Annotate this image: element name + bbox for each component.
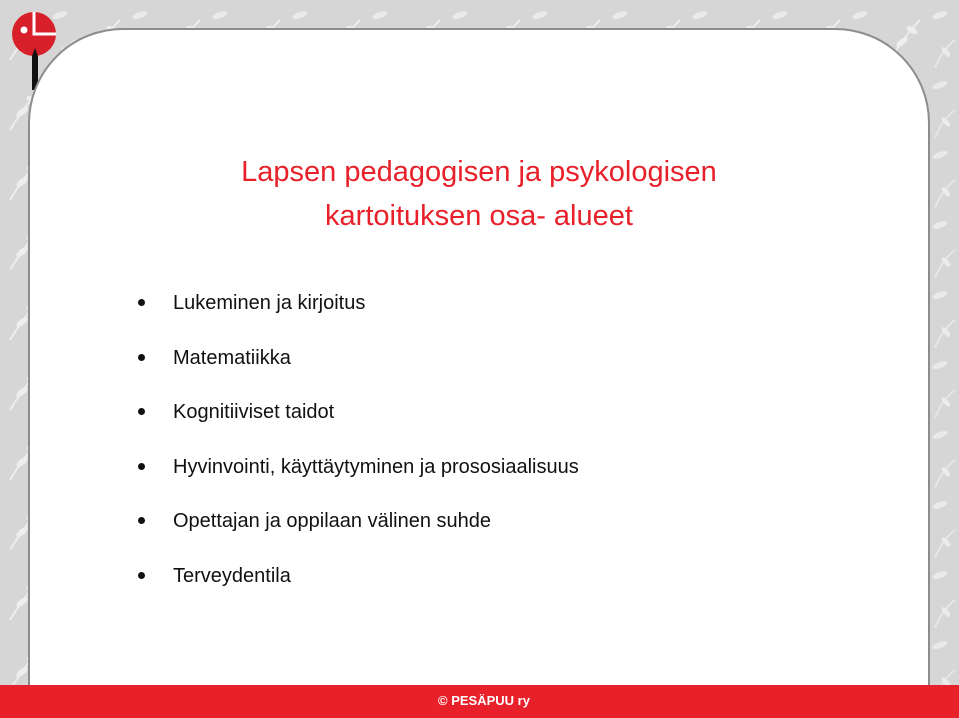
bullet-dot-icon (138, 517, 145, 524)
bullet-item (138, 395, 579, 450)
slide-title (28, 150, 930, 238)
bullet-item (138, 450, 579, 505)
bullet-dot-icon (138, 463, 145, 470)
bullet-text: Terveydentila (173, 564, 291, 587)
bullet-dot-icon (138, 572, 145, 579)
bullet-item (138, 286, 579, 341)
bullet-dot-icon (138, 408, 145, 415)
bullet-text: Lukeminen ja kirjoitus (173, 292, 366, 314)
bullet-text: Matematiikka (173, 346, 291, 369)
footer-bar (0, 685, 959, 718)
bullet-text: Kognitiiviset taidot (173, 401, 335, 423)
bullet-list (138, 286, 579, 613)
bullet-text: Hyvinvointi, käyttäytyminen ja prososiaalisuus (173, 455, 579, 478)
bullet-item (138, 559, 579, 614)
bullet-dot-icon (138, 354, 145, 361)
bullet-item (138, 341, 579, 396)
footer-copyright: © PESÄPUU ry (438, 693, 530, 708)
bullet-text: Opettajan ja oppilaan välinen suhde (173, 510, 492, 532)
bullet-dot-icon (138, 299, 145, 306)
bullet-item (138, 504, 579, 559)
slide-title-line-2: kartoituksen osa- alueet (325, 200, 633, 232)
slide-title-line-1: Lapsen pedagogisen ja psykologisen (241, 156, 717, 188)
